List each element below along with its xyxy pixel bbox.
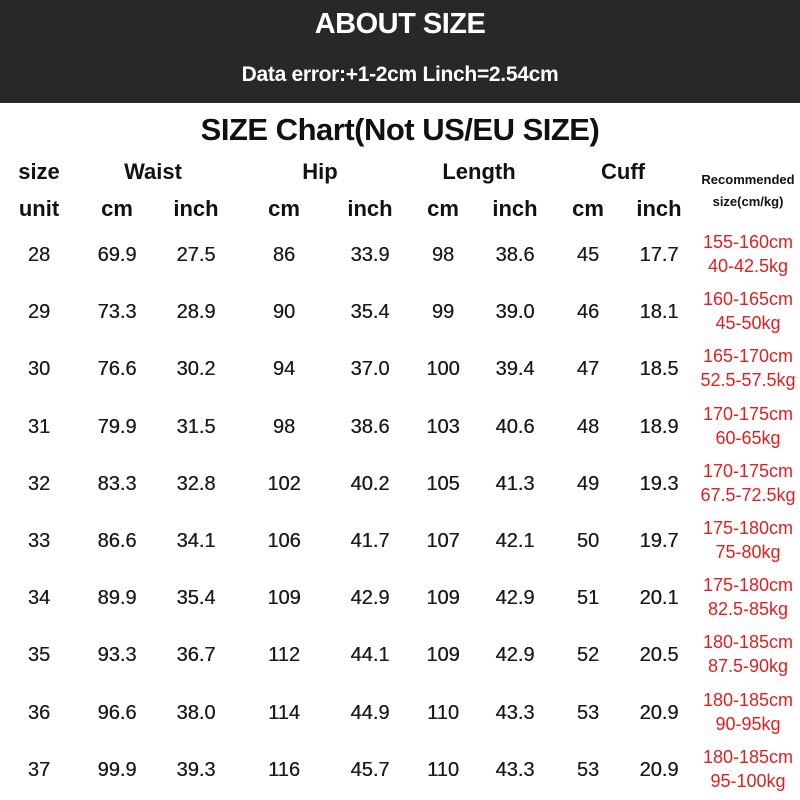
- table-cell-waist-cm: 76.6: [97, 358, 137, 381]
- recommended-height: 175-180cm: [702, 575, 794, 596]
- table-cell-length-cm: 100: [426, 358, 460, 381]
- table-cell-waist-cm: 96.6: [97, 701, 137, 724]
- table-cell-size: 33: [27, 530, 51, 552]
- table-cell-hip-cm: 106: [267, 530, 301, 552]
- recommended-header: size(cm/kg): [712, 194, 784, 209]
- table-cell-cuff-cm: 46: [576, 301, 600, 324]
- unit-header: cm: [268, 196, 300, 221]
- table-cell-hip-cm: 98: [272, 415, 296, 438]
- column-group-header: size: [18, 159, 60, 184]
- table-cell-length-inch: 42.1: [495, 530, 535, 552]
- table-cell-cuff-cm: 45: [576, 244, 600, 266]
- table-cell-size: 32: [27, 472, 51, 495]
- unit-header: cm: [101, 196, 133, 221]
- recommended-weight: 67.5-72.5kg: [700, 484, 796, 505]
- recommended-weight: 45-50kg: [715, 313, 781, 334]
- unit-header: inch: [492, 196, 538, 221]
- table-cell-waist-inch: 38.0: [176, 701, 216, 724]
- table-cell-waist-inch: 27.5: [176, 244, 216, 266]
- table-cell-cuff-cm: 49: [576, 472, 600, 495]
- unit-label: unit: [18, 196, 60, 221]
- recommended-height: 180-185cm: [702, 632, 794, 653]
- table-cell-cuff-cm: 53: [576, 701, 600, 724]
- table-cell-hip-cm: 109: [267, 587, 301, 610]
- table-cell-hip-cm: 86: [272, 244, 296, 266]
- recommended-height: 180-185cm: [702, 746, 794, 767]
- table-cell-cuff-cm: 53: [576, 758, 600, 781]
- recommended-weight: 82.5-85kg: [707, 599, 789, 620]
- table-cell-size: 36: [27, 701, 51, 724]
- table-cell-hip-inch: 42.9: [350, 587, 390, 610]
- table-cell-cuff-inch: 18.1: [639, 301, 679, 324]
- table-cell-length-inch: 42.9: [495, 587, 535, 610]
- table-cell-length-cm: 107: [426, 530, 460, 552]
- table-cell-length-inch: 43.3: [495, 758, 535, 781]
- recommended-height: 170-175cm: [702, 460, 794, 481]
- recommended-height: 165-170cm: [702, 346, 794, 367]
- table-cell-length-cm: 109: [426, 644, 460, 667]
- column-group-header: Waist: [124, 159, 182, 184]
- table-cell-waist-inch: 28.9: [176, 301, 216, 324]
- table-cell-length-cm: 110: [427, 758, 459, 781]
- table-cell-cuff-cm: 52: [576, 644, 600, 667]
- table-cell-length-inch: 39.4: [495, 358, 535, 381]
- table-cell-length-inch: 41.3: [495, 472, 535, 495]
- table-cell-hip-inch: 35.4: [350, 301, 390, 324]
- table-cell-cuff-inch: 19.3: [639, 472, 679, 495]
- table-cell-length-cm: 109: [426, 587, 460, 610]
- table-cell-hip-cm: 114: [268, 701, 300, 724]
- table-cell-cuff-cm: 51: [576, 587, 600, 610]
- recommended-height: 155-160cm: [702, 232, 794, 252]
- table-cell-hip-inch: 41.7: [350, 530, 390, 552]
- table-cell-waist-inch: 39.3: [176, 758, 216, 781]
- recommended-header: Recommended: [701, 172, 795, 187]
- page-subtitle: Data error:+1-2cm Linch=2.54cm: [241, 63, 559, 86]
- table-cell-hip-cm: 90: [272, 301, 296, 324]
- table-cell-size: 35: [27, 644, 51, 667]
- table-cell-hip-inch: 44.9: [350, 701, 390, 724]
- table-cell-waist-inch: 35.4: [176, 587, 216, 610]
- table-cell-waist-cm: 73.3: [97, 301, 137, 324]
- table-cell-length-cm: 110: [427, 701, 459, 724]
- table-cell-waist-cm: 93.3: [97, 644, 137, 667]
- table-cell-waist-inch: 36.7: [176, 644, 216, 667]
- table-cell-waist-cm: 86.6: [97, 530, 137, 552]
- table-cell-size: 31: [27, 415, 51, 438]
- recommended-weight: 60-65kg: [715, 427, 781, 448]
- table-cell-cuff-inch: 17.7: [639, 244, 679, 266]
- table-cell-cuff-inch: 18.9: [639, 415, 679, 438]
- table-cell-hip-inch: 38.6: [350, 415, 390, 438]
- table-cell-waist-inch: 32.8: [176, 472, 216, 495]
- table-cell-hip-inch: 37.0: [350, 358, 390, 381]
- header-banner: [0, 0, 800, 103]
- table-cell-cuff-cm: 47: [576, 358, 600, 381]
- table-cell-length-inch: 38.6: [495, 244, 535, 266]
- table-cell-size: 37: [27, 758, 51, 781]
- table-cell-hip-cm: 94: [272, 358, 296, 381]
- table-cell-length-inch: 42.9: [495, 644, 535, 667]
- unit-header: cm: [572, 196, 604, 221]
- table-cell-size: 29: [27, 301, 51, 324]
- table-cell-hip-inch: 40.2: [350, 472, 390, 495]
- table-cell-waist-cm: 89.9: [97, 587, 137, 610]
- recommended-weight: 40-42.5kg: [707, 256, 789, 276]
- recommended-weight: 75-80kg: [715, 542, 781, 562]
- table-cell-hip-cm: 102: [267, 472, 301, 495]
- table-cell-hip-cm: 112: [268, 644, 300, 667]
- table-cell-length-inch: 43.3: [495, 701, 535, 724]
- column-group-header: Length: [442, 159, 516, 184]
- column-group-header: Hip: [302, 159, 338, 184]
- recommended-height: 175-180cm: [702, 518, 794, 538]
- table-cell-waist-cm: 99.9: [97, 758, 137, 781]
- recommended-weight: 87.5-90kg: [707, 656, 789, 677]
- table-cell-size: 28: [27, 244, 51, 266]
- table-cell-hip-inch: 33.9: [350, 244, 390, 266]
- recommended-weight: 90-95kg: [715, 713, 781, 734]
- recommended-height: 170-175cm: [702, 403, 794, 424]
- table-cell-waist-cm: 69.9: [97, 244, 137, 266]
- page-title: ABOUT SIZE: [314, 8, 486, 40]
- table-cell-length-cm: 98: [431, 244, 455, 266]
- table-cell-cuff-inch: 20.5: [639, 644, 679, 667]
- table-cell-length-cm: 105: [426, 472, 460, 495]
- table-cell-hip-inch: 45.7: [350, 758, 390, 781]
- unit-header: inch: [636, 196, 682, 221]
- table-cell-size: 34: [27, 587, 51, 610]
- table-cell-cuff-inch: 18.5: [639, 358, 679, 381]
- table-cell-waist-inch: 31.5: [176, 415, 216, 438]
- table-cell-cuff-cm: 50: [576, 530, 600, 552]
- table-cell-cuff-cm: 48: [576, 415, 600, 438]
- unit-header: inch: [347, 196, 393, 221]
- unit-header: inch: [173, 196, 219, 221]
- recommended-height: 180-185cm: [702, 689, 794, 710]
- table-cell-length-inch: 40.6: [495, 415, 535, 438]
- chart-title: SIZE Chart(Not US/EU SIZE): [200, 112, 600, 147]
- table-cell-hip-inch: 44.1: [350, 644, 390, 667]
- table-cell-cuff-inch: 20.1: [639, 587, 679, 610]
- table-cell-cuff-inch: 20.9: [639, 701, 679, 724]
- recommended-height: 160-165cm: [702, 289, 794, 310]
- unit-header: cm: [427, 196, 459, 221]
- table-cell-size: 30: [27, 358, 51, 381]
- table-cell-length-cm: 99: [431, 301, 455, 324]
- table-cell-waist-cm: 79.9: [97, 415, 137, 438]
- recommended-weight: 52.5-57.5kg: [700, 370, 796, 391]
- table-cell-waist-inch: 30.2: [176, 358, 216, 381]
- table-cell-length-cm: 103: [426, 415, 460, 438]
- table-cell-waist-inch: 34.1: [176, 530, 216, 552]
- table-cell-cuff-inch: 20.9: [639, 758, 679, 781]
- table-cell-length-inch: 39.0: [495, 301, 535, 324]
- table-cell-cuff-inch: 19.7: [639, 530, 679, 552]
- recommended-weight: 95-100kg: [710, 770, 786, 791]
- column-group-header: Cuff: [601, 159, 645, 184]
- table-cell-hip-cm: 116: [268, 758, 300, 781]
- table-cell-waist-cm: 83.3: [97, 472, 137, 495]
